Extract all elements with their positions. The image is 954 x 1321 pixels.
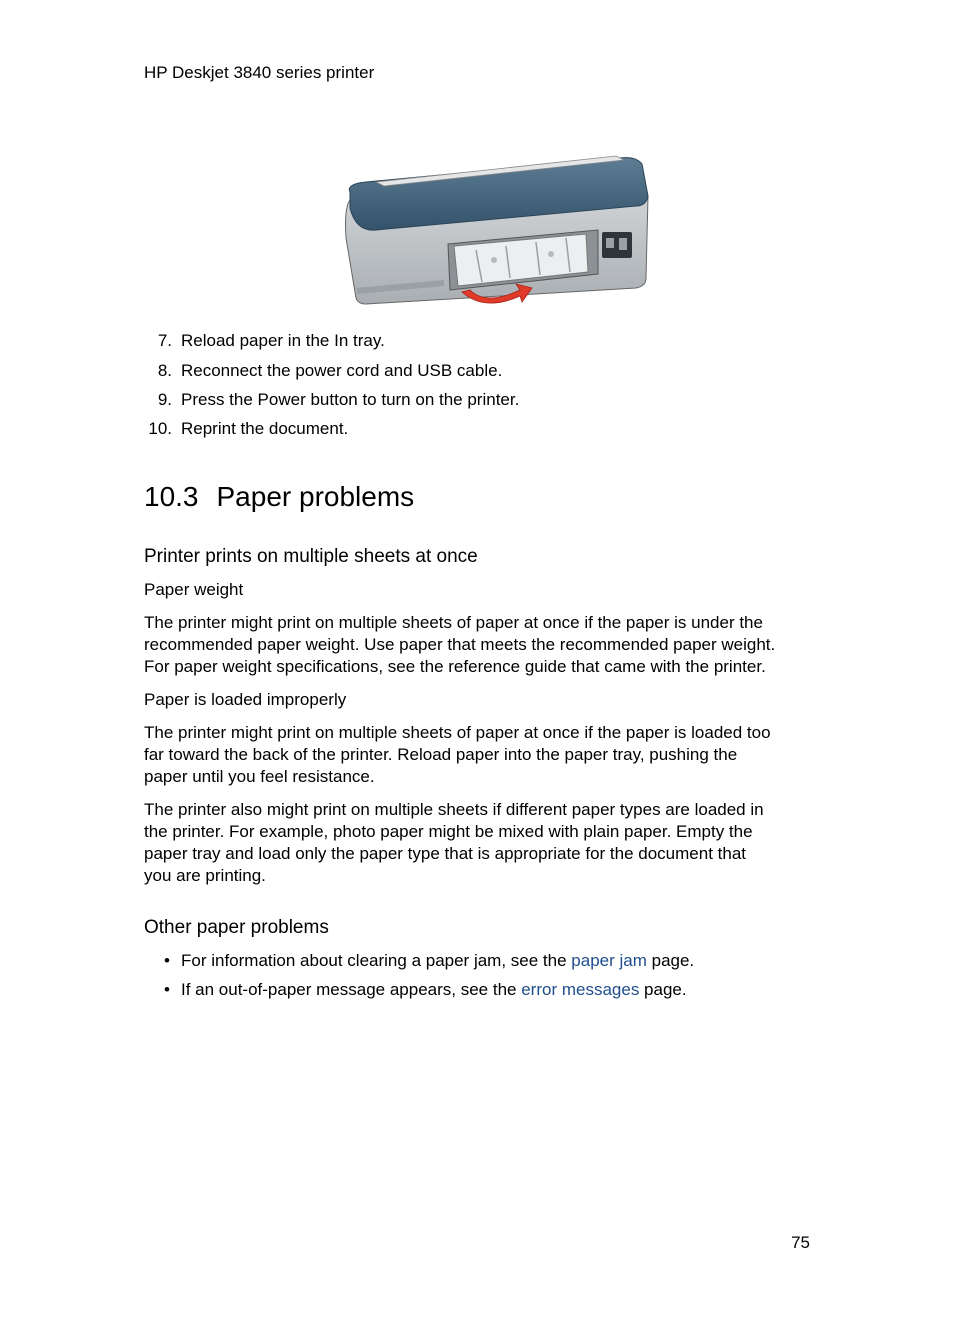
printer-rear-illustration [336,148,656,312]
heading-loaded-improperly: Paper is loaded improperly [144,690,347,709]
heading-other-problems: Other paper problems [144,917,329,938]
section-title [144,478,414,516]
step-number: 9. [157,390,172,409]
paper-weight-paragraph [144,612,814,678]
running-header: HP Deskjet 3840 series printer [144,63,375,82]
step-text-before: Press the [181,390,258,409]
step-item [0,330,954,352]
list-text-before: If an out-of-paper message appears, see the [181,980,522,999]
step-item [0,360,954,382]
loaded-improperly-paragraph-2 [144,799,814,887]
loaded-improperly-paragraph-1 [144,722,814,788]
step-text: Reload paper in the In tray. [181,331,385,350]
para-line: the printer. For example, photo paper might be mixed with plain paper. Empty the [144,822,753,841]
page-number: 75 [791,1233,810,1252]
bullet-icon: • [164,980,170,999]
step-item [0,418,954,440]
para-line: The printer might print on multiple sheets of paper at once if the paper is loaded too [144,723,771,742]
para-line: paper until you feel resistance. [144,767,375,786]
list-text-after: page. [646,951,695,970]
bullet-icon: • [164,951,170,970]
step-number: 7. [157,331,172,350]
para-line: you are printing. [144,866,266,885]
para-line: far toward the back of the printer. Reload paper into the paper tray, pushing the [144,745,738,764]
list-item-text [181,979,687,1001]
para-line: recommended paper weight. Use paper that meets the recommended paper weight. [144,635,776,654]
step-item [0,389,954,411]
error-messages-link[interactable]: error messages [521,980,640,999]
step-text: Reconnect the power cord and USB cable. [181,361,503,380]
heading-paper-weight: Paper weight [144,580,244,599]
section-number: 10.3 [144,481,199,512]
para-line: The printer might print on multiple sheets of paper at once if the paper is under the [144,613,763,632]
para-line: The printer also might print on multiple sheets if different paper types are loaded in [144,800,764,819]
list-text-before: For information about clearing a paper jam, see the [181,951,572,970]
step-number: 8. [157,361,172,380]
heading-multiple-sheets: Printer prints on multiple sheets at once [144,546,478,567]
paper-jam-link[interactable]: paper jam [571,951,647,970]
step-text-after: button to turn on the printer. [305,390,520,409]
power-button-label: Power [257,390,306,409]
step-text [181,389,519,411]
para-line: paper tray and load only the paper type that is appropriate for the document that [144,844,746,863]
section-title-text: Paper problems [216,481,415,512]
step-number: 10. [148,419,172,438]
step-text: Reprint the document. [181,419,349,438]
list-text-after: page. [639,980,687,999]
list-item [0,950,954,972]
list-item-text [181,950,694,972]
para-line: For paper weight specifications, see the reference guide that came with the printer. [144,657,766,676]
list-item [0,979,954,1001]
